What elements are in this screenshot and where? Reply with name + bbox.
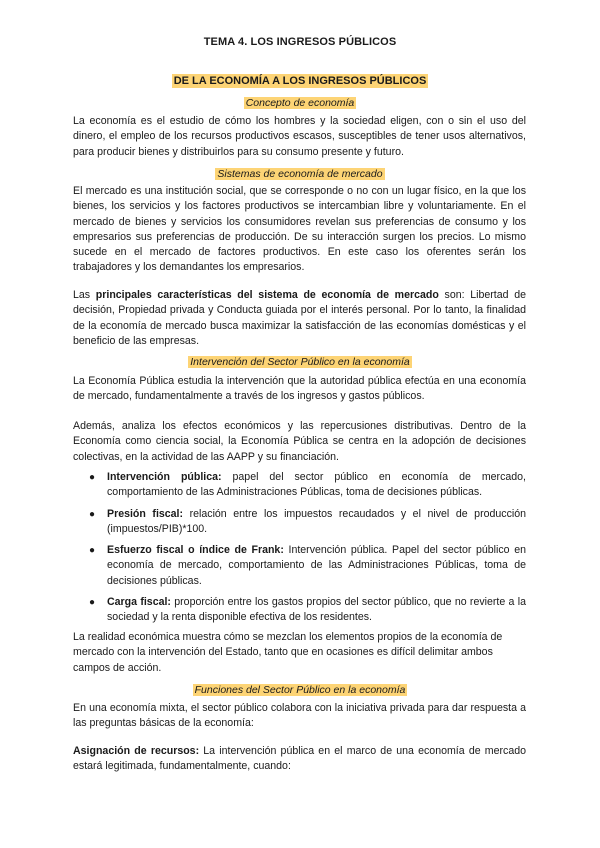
- section-heading-text: DE LA ECONOMÍA A LOS INGRESOS PÚBLICOS: [173, 75, 427, 87]
- paragraph-caracteristicas: [73, 288, 526, 349]
- paragraph-caracteristicas-rest: son: Libertad de decisión, Propiedad privada y Conducta guiada por el interés personal. Por lo tanto, la finalidad de la economía de mercado busca maximizar la satisfacción de las economías domésticas y el beneficio de las empresas.: [73, 289, 526, 347]
- bullet-icon: ●: [89, 597, 96, 609]
- list-item-term: Esfuerzo fiscal o índice de Frank:: [107, 544, 284, 557]
- list-item: [73, 543, 526, 589]
- definitions-list: [73, 470, 526, 632]
- list-item: [73, 470, 526, 501]
- paragraph-realidad: La realidad económica muestra cómo se mezclan los elementos propios de la economía de mercado con la intervención del Estado, tanto que en ocasiones es difícil delimitar ambos campos de acción.: [73, 631, 503, 674]
- subheading-funciones: [0, 680, 600, 698]
- paragraph-ademas: Además, analiza los efectos económicos y las repercusiones distributivas. Dentro de la Economía como ciencia social, la Economía Pública se centra en la adopción de decisiones colectivas, en la actividad de las AAPP y su financiación.: [73, 420, 526, 463]
- list-item: [73, 595, 526, 626]
- paragraph-asignacion-bold: Asignación de recursos:: [73, 745, 200, 757]
- paragraph-mercado: El mercado es una institución social, que se corresponde o no con un lugar físico, en la que los bienes, los servicios y los factores productivos se intercambian libre y voluntariamente. En el mercado de bienes y servicios los consumidores revelan sus preferencias de consumo y los empresarios sus preferencias de producción. De su interacción surgen los precios. Lo mismo sucede en el mercado de factores productivos. En este caso los oferentes serán los trabajadores y los demandantes los empresarios.: [73, 185, 526, 274]
- subheading-sistemas: [0, 164, 600, 182]
- paragraph-economia-publica: La Economía Pública estudia la intervención que la autoridad pública efectúa en una economía de mercado, fundamentalmente a través de los ingresos y gastos públicos.: [73, 375, 526, 403]
- paragraph-asignacion-rest: La intervención pública en el marco de una economía de mercado estará legitimada, fundamentalmente, cuando:: [73, 745, 526, 773]
- list-item-text: proporción entre los gastos propios del sector público, que no revierte a la sociedad y la renta disponible efectiva de los residentes.: [107, 596, 526, 624]
- list-item: [73, 507, 526, 538]
- list-item-text: papel del sector público en economía de mercado, comportamiento de las Administraciones Públicas, toma de decisiones públicas.: [107, 471, 526, 499]
- list-item-term: Intervención pública:: [107, 471, 222, 483]
- section-heading: [0, 71, 600, 89]
- bullet-icon: ●: [89, 508, 96, 520]
- list-item-term: Carga fiscal:: [107, 596, 171, 609]
- subheading-intervencion-text: Intervención del Sector Público en la economía: [190, 356, 410, 368]
- paragraph-caracteristicas-bold: principales características del sistema de economía de mercado: [95, 289, 439, 301]
- paragraph-economia-mixta: En una economía mixta, el sector público colabora con la iniciativa privada para dar respuesta a las preguntas básicas de la economía:: [73, 702, 526, 730]
- subheading-sistemas-text: Sistemas de economía de mercado: [217, 168, 383, 180]
- page-title: TEMA 4. LOS INGRESOS PÚBLICOS: [203, 36, 397, 48]
- paragraph-concepto: La economía es el estudio de cómo los hombres y la sociedad eligen, con o sin el uso del dinero, el empleo de los recursos productivos escasos, susceptibles de tener usos alternativos, para producir bienes y distribuirlos para su consumo presente y futuro.: [73, 115, 526, 158]
- list-item-text: Intervención pública. Papel del sector público en economía de mercado, comportamiento de las Administraciones Públicas, toma de decisiones públicas.: [107, 544, 526, 587]
- bullet-icon: ●: [89, 545, 96, 557]
- subheading-concepto-text: Concepto de economía: [245, 97, 355, 109]
- list-item-term: Presión fiscal:: [107, 507, 184, 520]
- subheading-intervencion: [0, 352, 600, 370]
- bullet-icon: ●: [89, 472, 96, 483]
- paragraph-caracteristicas-lead: Las: [73, 289, 96, 301]
- paragraph-asignacion: [73, 744, 526, 775]
- list-item-text: relación entre los impuestos recaudados y el nivel de producción (impuestos/PIB)*100.: [107, 507, 527, 535]
- subheading-concepto: [0, 93, 600, 111]
- subheading-funciones-text: Funciones del Sector Público en la economía: [194, 684, 406, 696]
